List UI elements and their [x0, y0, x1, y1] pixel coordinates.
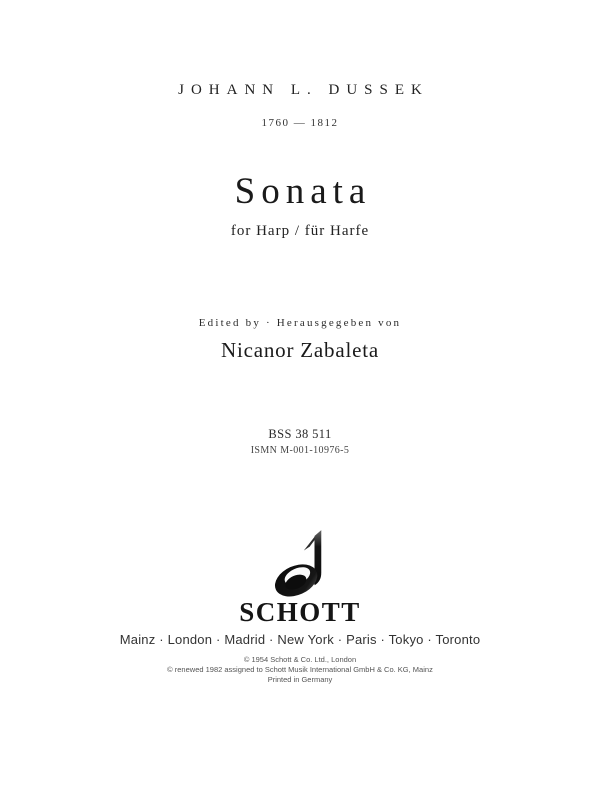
editor-name: Nicanor Zabaleta — [221, 338, 379, 362]
composer-dates: 1760 — 1812 — [261, 117, 339, 129]
edited-by-label: Edited by · Herausgegeben von — [198, 317, 402, 329]
copyright-line-1: © 1954 Schott & Co. Ltd., London — [243, 655, 357, 664]
copyright-line-3: Printed in Germany — [267, 675, 333, 684]
composer-name: JOHANN L. DUSSEK — [178, 82, 429, 98]
catalog-number: BSS 38 511 — [268, 427, 332, 441]
copyright-line-2: © renewed 1982 assigned to Schott Musik International GmbH & Co. KG, Mainz — [167, 665, 433, 674]
work-title: Sonata — [234, 171, 372, 212]
publisher-name: SCHOTT — [239, 597, 361, 627]
copyright-block — [0, 655, 600, 685]
ismn-number: ISMN M-001-10976-5 — [250, 445, 350, 456]
publisher-logo — [0, 530, 600, 603]
work-subtitle: for Harp / für Harfe — [230, 223, 370, 239]
publisher-cities: Mainz · London · Madrid · New York · Paris · Tokyo · Toronto — [119, 632, 481, 647]
